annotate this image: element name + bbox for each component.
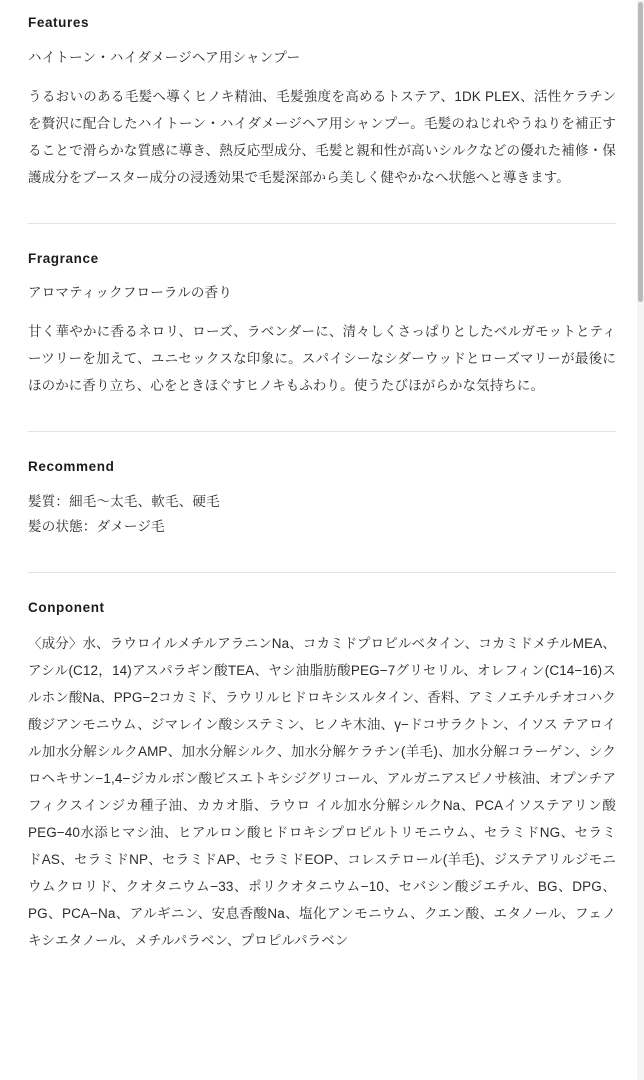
recommend-heading: Recommend (28, 459, 115, 475)
features-body: うるおいのある毛髪へ導くヒノキ精油、毛髪強度を高めるトステア、1DK PLEX、活性ケラチンを贅沢に配合したハイトーン・ハイダメージヘア用シャンプー。毛髪のねじれやうねりを補正することで滑らかな質感に導き、熱反応型成分、毛髪と親和性が高いシルクなどの優れた補修・保護成分をブースター成分の浸透効果で毛髪深部から美しく健やかなへ状態へと導きます。 (28, 89, 616, 186)
fragrance-lead: アロマティックフローラルの香り (28, 284, 233, 300)
component-ingredients: 〈成分〉水、ラウロイルメチルアラニンNa、コカミドプロピルベタイン、コカミドメチルMEA、アシル(C12，14)アスパラギン酸TEA、ヤシ油脂肪酸PEG−7グリセリル、オレフィン(C14−16)スルホン酸Na、PPG−2コカミド、ラウリルヒドロキシスルタイン、香料、アミノエチルチオコハク酸ジアンモニウム、ジマレイン酸システミン、ヒノキ木油、γ−ドコサラクトン、イソス テアロイル加水分解シルクAMP、加水分解シルク、加水分解ケラチン(羊毛)、加水分解コラーゲン、シクロヘキサン−1,4−ジカルボン酸ビスエトキシジグリコール、アルガニアスピノサ核油、オプンチアフィクスインジカ種子油、カカオ脂、ラウロ イル加水分解シルクNa、PCAイソステアリン酸PEG−40水添ヒマシ油、ヒアルロン酸ヒドロキシプロピルトリモニウム、セラミドNG、セラミドAS、セラミドNP、セラミドAP、セラミドEOP、コレステロール(羊毛)、ジステアリルジモニウムクロリド、クオタニウム−33、ポリクオタニウム−10、セバシン酸ジエチル、BG、DPG、PG、PCA−Na、アルギニン、安息香酸Na、塩化アンモニウム、クエン酸、エタノール、フェノキシエタノール、メチルパラベン、プロピルパラベン (28, 636, 616, 949)
fragrance-body: 甘く華やかに香るネロリ、ローズ、ラベンダーに、清々しくさっぱりとしたベルガモットとティーツリーを加えて、ユニセックスな印象に。スパイシーなシダーウッドとローズマリーが最後にほのかに香り立ち、心をときほぐすヒノキもふわり。使うたびほがらかな気持ちに。 (28, 324, 616, 394)
recommend-section (28, 458, 616, 543)
recommend-hair-condition: 髪の状態：ダメージ毛 (28, 518, 165, 534)
features-lead: ハイトーン・ハイダメージヘア用シャンプー (28, 49, 301, 65)
fragrance-section (28, 250, 616, 403)
features-section (28, 14, 616, 195)
recommend-hair-type: 髪質：細毛〜太毛、軟毛、硬毛 (28, 493, 220, 509)
features-heading: Features (28, 15, 90, 30)
divider (28, 572, 616, 573)
component-section (28, 599, 616, 959)
scrollbar[interactable] (637, 0, 644, 1080)
fragrance-heading: Fragrance (28, 251, 99, 267)
divider (28, 223, 616, 224)
scrollbar-thumb[interactable] (638, 2, 643, 302)
divider (28, 431, 616, 432)
component-heading: Conponent (28, 599, 105, 615)
